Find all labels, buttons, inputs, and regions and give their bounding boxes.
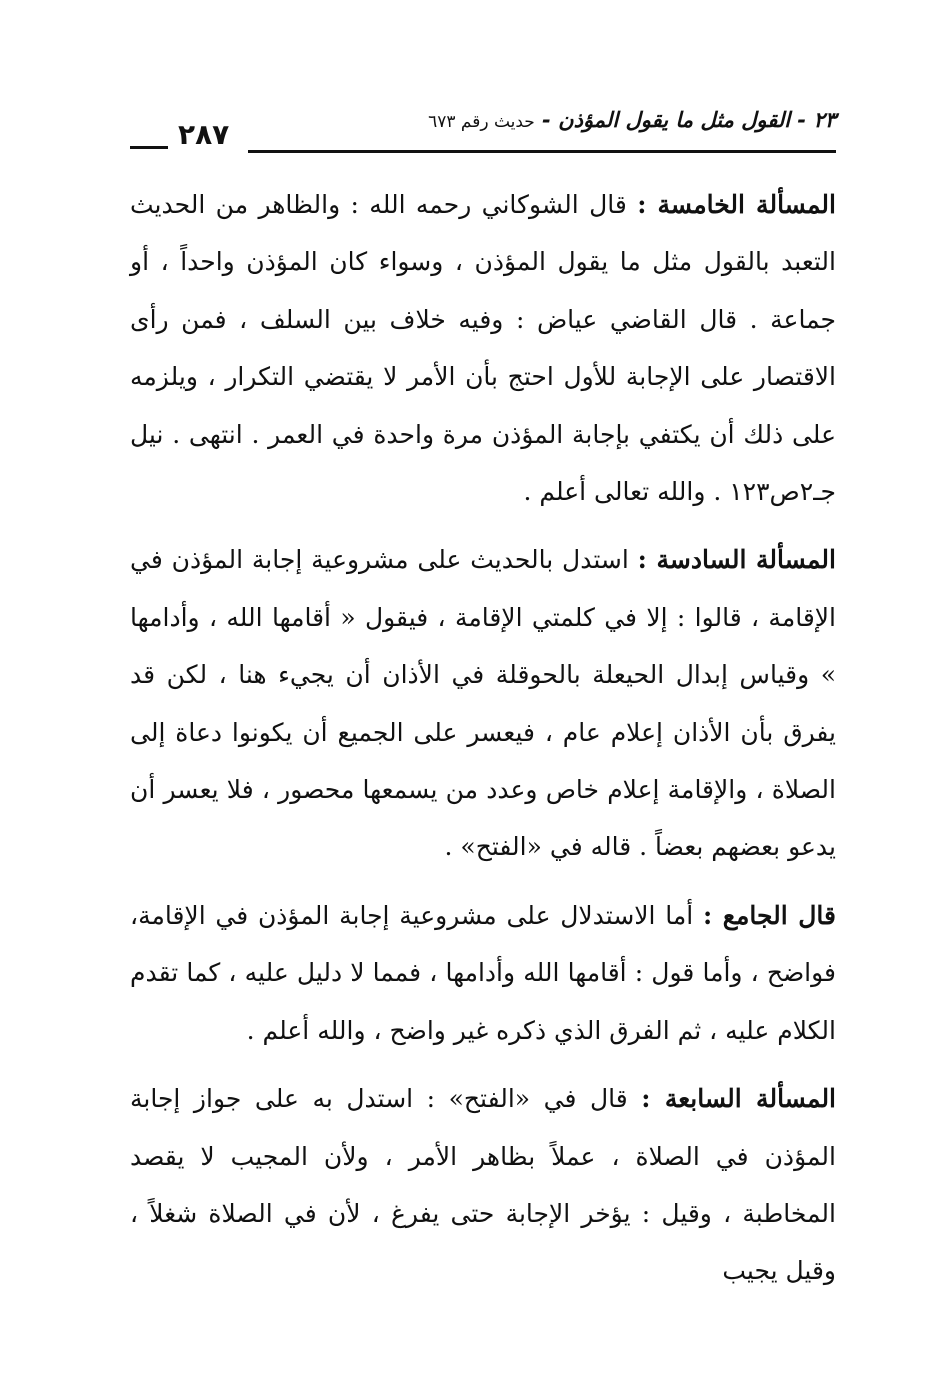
body-text — [130, 176, 836, 1311]
paragraph-text: قال في «الفتح» : استدل به على جواز إجابة المؤذن في الصلاة ، عملاً بظاهر الأمر ، ولأن المجيب لا يقصد المخاطبة ، وقيل : يؤخر الإجابة حتى يفرغ ، لأن في الصلاة شغلاً ، وقيل يجيب — [130, 1084, 836, 1286]
chapter-title: ٢٣ - القول مثل ما يقول المؤذن - حديث رقم ٦٧٣ — [428, 108, 836, 132]
page-number: ٢٨٧ — [178, 118, 230, 151]
running-header — [130, 108, 836, 156]
paragraph-text: قال الشوكاني رحمه الله : والظاهر من الحديث التعبد بالقول مثل ما يقول المؤذن ، وسواء كان المؤذن واحداً ، أو جماعة . قال القاضي عياض : وفيه خلاف بين السلف ، فمن رأى الاقتصار على الإجابة للأول احتج بأن الأمر لا يقتضي التكرار ، ويلزمه على ذلك أن يكتفي بإجابة المؤذن مرة واحدة في العمر . انتهى . نيل جـ٢ص١٢٣ . والله تعالى أعلم . — [130, 190, 836, 507]
paragraph-issue-5 — [130, 176, 836, 520]
paragraph-heading: المسألة السابعة : — [641, 1084, 837, 1114]
paragraph-heading: المسألة الخامسة : — [637, 190, 837, 219]
paragraph-issue-7 — [130, 1070, 836, 1300]
chapter-title-text: ٢٣ - القول مثل ما يقول المؤذن — [558, 108, 836, 132]
paragraph-text: استدل بالحديث على مشروعية إجابة المؤذن في الإقامة ، قالوا : إلا في كلمتي الإقامة ، فيقول « أقامها الله ، وأدامها » وقياس إبدال الحيعلة بالحوقلة في الأذان أن يجيء هنا ، لكن قد يفرق بأن الأذان إعلام عام ، فيعسر على الجميع أن يكونوا دعاة إلى الصلاة ، والإقامة إعلام خاص وعدد من يسمعها محصور ، فلا يعسر أن يدعو بعضهم بعضاً . قاله في «الفتح» . — [130, 545, 836, 862]
paragraph-heading: قال الجامع : — [702, 900, 836, 930]
paragraph-compiler-note — [130, 887, 836, 1059]
paragraph-issue-6 — [130, 531, 836, 875]
paragraph-text: أما الاستدلال على مشروعية إجابة المؤذن في الإقامة، فواضح ، وأما قول : أقامها الله وأدامها ، فمما لا دليل عليه ، كما تقدم الكلام عليه ، ثم الفرق الذي ذكره غير واضح ، والله أعلم . — [130, 900, 836, 1045]
paragraph-heading: المسألة السادسة : — [637, 545, 836, 575]
page-number-dash — [130, 146, 168, 149]
header-rule — [248, 150, 836, 153]
hadith-reference: حديث رقم ٦٧٣ — [428, 112, 535, 132]
